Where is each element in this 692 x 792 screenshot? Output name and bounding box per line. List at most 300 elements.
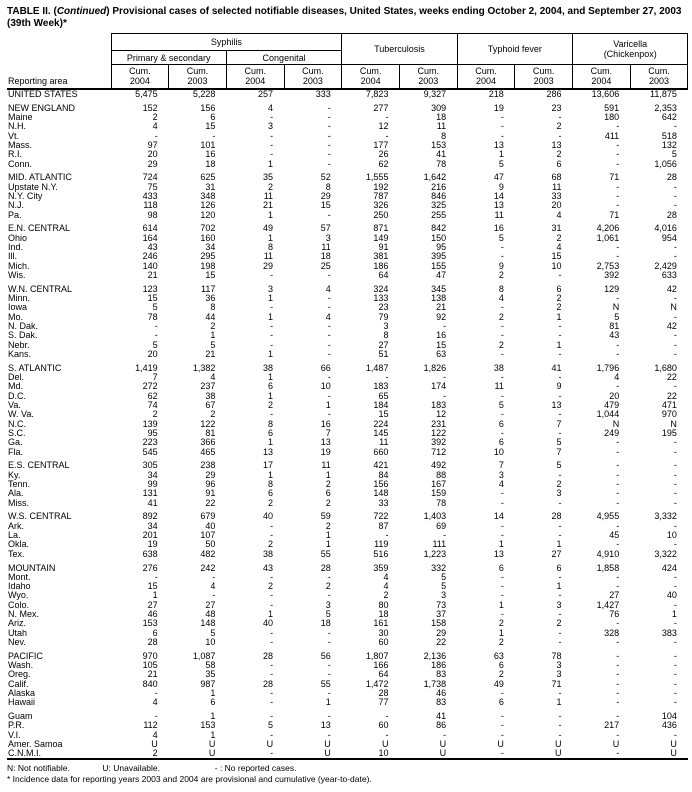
value-cell: 201 xyxy=(142,530,158,541)
value-cell: - xyxy=(673,381,677,392)
value-cell: - xyxy=(616,251,620,262)
table-row xyxy=(7,201,688,210)
value-cell: 2 xyxy=(498,311,504,322)
value-cell: 11 xyxy=(494,209,504,220)
value-cell: 642 xyxy=(661,112,677,123)
reporting-area-cell: Miss. xyxy=(8,497,29,508)
reporting-area-cell: Fla. xyxy=(8,446,24,457)
value-cell: 3,332 xyxy=(654,511,677,522)
value-cell: 77 xyxy=(378,697,389,708)
value-cell: 392 xyxy=(604,269,620,280)
value-cell: 68 xyxy=(551,172,562,183)
value-cell: 44 xyxy=(205,311,216,322)
value-cell: 23 xyxy=(551,102,562,113)
table-row xyxy=(7,303,688,312)
value-cell: - xyxy=(327,102,331,113)
value-cell: 21 xyxy=(205,348,216,359)
value-cell: 8 xyxy=(268,242,274,253)
value-cell: 12 xyxy=(436,409,447,420)
value-cell: - xyxy=(327,590,331,601)
value-cell: 111 xyxy=(432,539,447,550)
reporting-area-cell: Okla. xyxy=(8,539,30,550)
table-row xyxy=(7,471,688,480)
value-cell: 22 xyxy=(205,497,216,508)
reporting-area-cell: Mass. xyxy=(8,139,33,150)
value-cell: 2 xyxy=(498,339,504,350)
value-cell: 69 xyxy=(436,520,447,531)
value-cell: - xyxy=(673,121,677,132)
value-cell: - xyxy=(673,539,677,550)
value-cell: 18 xyxy=(205,158,216,169)
value-cell: 132 xyxy=(661,139,677,150)
value-cell: 5 xyxy=(210,339,216,350)
value-cell: 5 xyxy=(441,571,447,582)
value-cell: 23 xyxy=(378,302,389,313)
value-cell: 987 xyxy=(200,678,216,689)
table-row xyxy=(7,540,688,549)
value-cell: 131 xyxy=(142,488,158,499)
value-cell: 40 xyxy=(263,511,274,522)
value-cell: 95 xyxy=(436,242,447,253)
value-cell: 6 xyxy=(152,627,158,638)
value-cell: 50 xyxy=(205,539,216,550)
value-cell: - xyxy=(673,478,677,489)
table-row xyxy=(7,313,688,322)
value-cell: - xyxy=(673,348,677,359)
reporting-area-cell: Ariz. xyxy=(8,618,26,629)
value-cell: 195 xyxy=(661,427,677,438)
value-cell: 1,419 xyxy=(135,362,158,373)
value-cell: 78 xyxy=(436,497,447,508)
value-cell: - xyxy=(327,330,331,341)
value-cell: 359 xyxy=(373,562,389,573)
value-cell: - xyxy=(558,520,562,531)
value-cell: 19 xyxy=(493,102,504,113)
value-cell: 46 xyxy=(147,609,158,620)
value-cell: 3 xyxy=(556,660,562,671)
value-cell: 348 xyxy=(200,191,216,201)
value-cell: - xyxy=(616,478,620,489)
value-cell: - xyxy=(616,469,620,480)
value-cell: - xyxy=(327,729,331,740)
value-cell: 2 xyxy=(268,497,274,508)
value-cell: U xyxy=(324,748,331,759)
value-cell: - xyxy=(500,688,504,698)
value-cell: - xyxy=(616,729,620,740)
value-cell: 166 xyxy=(373,660,389,671)
value-cell: - xyxy=(558,390,562,401)
value-cell: 38 xyxy=(205,390,216,401)
value-cell: 4 xyxy=(268,102,274,113)
value-cell: - xyxy=(673,488,677,499)
value-cell: 4 xyxy=(152,697,158,708)
value-cell: - xyxy=(154,330,158,341)
reporting-area-cell: Wash. xyxy=(8,660,34,671)
title-continued: Continued xyxy=(56,6,107,17)
value-cell: 11 xyxy=(263,251,274,262)
value-cell: - xyxy=(673,581,677,592)
value-cell: 27 xyxy=(378,339,389,350)
congenital-subheader: Congenital xyxy=(226,51,341,65)
value-cell: - xyxy=(558,409,562,420)
value-cell: - xyxy=(327,293,331,304)
value-cell: - xyxy=(443,321,447,332)
value-cell: 545 xyxy=(142,446,158,457)
value-cell: 11,875 xyxy=(650,89,677,99)
primary-secondary-subheader: Primary & secondary xyxy=(111,51,226,65)
table-row xyxy=(7,150,688,159)
value-cell: 970 xyxy=(142,650,158,661)
cum-header-cell: Cum. 2004 xyxy=(342,65,400,90)
varicella-label-line2: (Chickenpox) xyxy=(603,49,657,59)
value-cell: - xyxy=(327,372,331,383)
value-cell: 326 xyxy=(373,200,389,211)
reporting-area-cell: Conn. xyxy=(8,158,33,169)
table-row xyxy=(7,294,688,303)
value-cell: 98 xyxy=(147,209,158,220)
value-cell: 10 xyxy=(205,636,216,647)
value-cell: 161 xyxy=(373,618,389,629)
title-prefix: TABLE II. ( xyxy=(7,6,57,17)
value-cell: 192 xyxy=(373,181,389,192)
cum-header-cell: Cum. 2003 xyxy=(284,65,342,90)
value-cell: 1 xyxy=(556,339,562,350)
value-cell: 84 xyxy=(378,469,389,480)
value-cell: - xyxy=(270,627,274,638)
value-cell: - xyxy=(673,446,677,457)
value-cell: - xyxy=(327,302,331,313)
value-cell: 4 xyxy=(210,372,216,383)
value-cell: - xyxy=(616,711,620,722)
value-cell: 41 xyxy=(436,711,447,722)
value-cell: 158 xyxy=(431,618,447,629)
table-row xyxy=(7,350,688,359)
value-cell: 42 xyxy=(666,283,677,294)
value-cell: - xyxy=(327,660,331,671)
value-cell: 14 xyxy=(493,511,504,522)
value-cell: 133 xyxy=(373,293,389,304)
value-cell: 295 xyxy=(200,251,216,262)
value-cell: - xyxy=(270,149,274,160)
value-cell: 1,796 xyxy=(596,362,620,373)
reporting-area-cell: Wis. xyxy=(8,269,26,280)
value-cell: 57 xyxy=(320,223,331,234)
reporting-area-cell: Nev. xyxy=(8,636,26,647)
value-cell: 153 xyxy=(200,720,216,731)
value-cell: 492 xyxy=(431,460,447,471)
value-cell: 13 xyxy=(320,720,331,731)
value-cell: N xyxy=(612,302,620,313)
value-cell: 15 xyxy=(205,269,216,280)
value-cell: 2 xyxy=(556,618,562,629)
value-cell: 2,353 xyxy=(654,102,677,113)
value-cell: 1 xyxy=(325,539,331,550)
value-cell: 1 xyxy=(268,348,274,359)
value-cell: 2 xyxy=(268,400,274,411)
value-cell: 21 xyxy=(263,200,274,211)
value-cell: - xyxy=(500,130,504,141)
value-cell: 13 xyxy=(551,400,562,411)
table-row xyxy=(7,262,688,271)
table-row xyxy=(7,489,688,498)
value-cell: - xyxy=(558,321,562,332)
value-cell: 15 xyxy=(378,409,389,420)
value-cell: 1 xyxy=(268,469,274,480)
value-cell: 276 xyxy=(142,562,158,573)
value-cell: - xyxy=(500,488,504,499)
table-row xyxy=(7,550,688,559)
table-row xyxy=(7,461,688,470)
value-cell: 13 xyxy=(551,139,562,150)
value-cell: U xyxy=(439,739,447,750)
value-cell: - xyxy=(500,571,504,582)
reporting-area-cell: N.C. xyxy=(8,418,26,429)
value-cell: 27 xyxy=(609,590,620,601)
value-cell: - xyxy=(616,650,620,661)
value-cell: - xyxy=(616,660,620,671)
value-cell: 712 xyxy=(431,446,447,457)
table-header xyxy=(7,34,688,90)
value-cell: 139 xyxy=(142,418,158,429)
value-cell: 19 xyxy=(320,446,331,457)
value-cell: 150 xyxy=(431,232,447,243)
value-cell: 34 xyxy=(147,520,158,531)
value-cell: 2 xyxy=(556,478,562,489)
value-cell: 7 xyxy=(556,446,562,457)
value-cell: 83 xyxy=(436,697,447,708)
value-cell: 38 xyxy=(493,362,504,373)
value-cell: - xyxy=(673,660,677,671)
table-row xyxy=(7,512,688,521)
value-cell: 15 xyxy=(551,251,562,262)
value-cell: 52 xyxy=(320,172,331,183)
table-row xyxy=(7,252,688,261)
value-cell: 76 xyxy=(609,609,620,620)
table-row xyxy=(7,410,688,419)
value-cell: 465 xyxy=(200,446,216,457)
value-cell: 1,056 xyxy=(654,158,677,169)
reporting-area-cell: E.N. CENTRAL xyxy=(8,223,71,234)
reporting-area-cell: Iowa xyxy=(8,302,28,313)
value-cell: - xyxy=(270,729,274,740)
value-cell: - xyxy=(327,158,331,169)
value-cell: - xyxy=(616,539,620,550)
value-cell: - xyxy=(616,688,620,698)
table-row xyxy=(7,322,688,331)
value-cell: - xyxy=(616,181,620,192)
reporting-area-cell: P.R. xyxy=(8,720,25,731)
value-cell: - xyxy=(500,520,504,531)
value-cell: 75 xyxy=(147,181,158,192)
value-cell: 27 xyxy=(551,548,562,559)
value-cell: - xyxy=(443,390,447,401)
value-cell: - xyxy=(327,339,331,350)
value-cell: 33 xyxy=(378,497,389,508)
value-cell: 324 xyxy=(373,283,389,294)
value-cell: 21 xyxy=(436,302,447,313)
reporting-area-cell: S.C. xyxy=(8,427,26,438)
value-cell: 51 xyxy=(378,348,389,359)
value-cell: - xyxy=(270,269,274,280)
reporting-area-header: Reporting area xyxy=(7,34,111,90)
value-cell: 638 xyxy=(142,548,158,559)
value-cell: 9 xyxy=(498,260,504,271)
value-cell: - xyxy=(673,200,677,211)
value-cell: 107 xyxy=(200,530,216,541)
reporting-area-cell: MOUNTAIN xyxy=(8,562,56,573)
value-cell: 4 xyxy=(556,242,562,253)
value-cell: 2,429 xyxy=(654,260,677,271)
value-cell: 332 xyxy=(431,562,447,573)
table-row xyxy=(7,141,688,150)
value-cell: 74 xyxy=(147,400,158,411)
reporting-area-cell: Mont. xyxy=(8,571,31,582)
value-cell: 9,327 xyxy=(423,89,447,99)
value-cell: 41 xyxy=(147,497,158,508)
value-cell: 55 xyxy=(320,548,331,559)
value-cell: 8 xyxy=(383,330,389,341)
value-cell: 9 xyxy=(498,181,504,192)
table-row xyxy=(7,712,688,721)
value-cell: - xyxy=(616,520,620,531)
value-cell: 1,061 xyxy=(596,232,620,243)
value-cell: 149 xyxy=(373,232,389,243)
value-cell: 7 xyxy=(152,372,158,383)
value-cell: 183 xyxy=(373,381,389,392)
value-cell: 1 xyxy=(556,581,562,592)
value-cell: 40 xyxy=(205,520,216,531)
value-cell: 1 xyxy=(268,158,274,169)
value-cell: 47 xyxy=(436,269,447,280)
value-cell: 20 xyxy=(147,348,158,359)
value-cell: 140 xyxy=(142,260,158,271)
value-cell: U xyxy=(555,739,562,750)
value-cell: 60 xyxy=(378,720,389,731)
value-cell: - xyxy=(673,460,677,471)
value-cell: - xyxy=(558,427,562,438)
value-cell: 6 xyxy=(498,697,504,708)
varicella-group-header xyxy=(573,34,688,65)
value-cell: 242 xyxy=(200,562,216,573)
footnote-u: U: Unavailable. xyxy=(102,763,161,774)
value-cell: 78 xyxy=(551,650,562,661)
value-cell: 217 xyxy=(604,720,620,731)
value-cell: - xyxy=(500,302,504,313)
value-cell: 5,228 xyxy=(192,89,216,99)
value-cell: - xyxy=(327,688,331,698)
value-cell: 28 xyxy=(320,562,331,573)
value-cell: 71 xyxy=(551,678,562,689)
value-cell: 11 xyxy=(436,121,447,132)
value-cell: 591 xyxy=(604,102,620,113)
value-cell: 8 xyxy=(498,283,504,294)
value-cell: 22 xyxy=(666,390,677,401)
reporting-area-cell: R.I. xyxy=(8,149,23,160)
value-cell: U xyxy=(497,739,504,750)
value-cell: - xyxy=(212,590,216,601)
value-cell: - xyxy=(558,636,562,647)
value-cell: 45 xyxy=(609,530,620,541)
table-row xyxy=(7,419,688,428)
value-cell: 184 xyxy=(373,400,389,411)
value-cell: 13 xyxy=(263,446,274,457)
value-cell: 679 xyxy=(200,511,216,522)
value-cell: 49 xyxy=(493,678,504,689)
value-cell: U xyxy=(670,748,677,759)
value-cell: - xyxy=(443,729,447,740)
value-cell: - xyxy=(270,748,274,759)
value-cell: 411 xyxy=(604,130,620,141)
value-cell: - xyxy=(558,130,562,141)
reporting-area-cell: Pa. xyxy=(8,209,22,220)
value-cell: - xyxy=(270,112,274,123)
value-cell: - xyxy=(616,636,620,647)
footnote-legend xyxy=(7,763,688,774)
value-cell: - xyxy=(616,678,620,689)
value-cell: 148 xyxy=(373,488,389,499)
value-cell: - xyxy=(212,130,216,141)
reporting-area-cell: S. ATLANTIC xyxy=(8,362,62,373)
value-cell: - xyxy=(327,711,331,722)
value-cell: 8 xyxy=(441,130,447,141)
value-cell: 1 xyxy=(671,609,677,620)
value-cell: N xyxy=(670,302,677,313)
table-row xyxy=(7,740,688,749)
reporting-area-cell: Md. xyxy=(8,381,24,392)
table-row xyxy=(7,401,688,410)
value-cell: 2,136 xyxy=(423,650,447,661)
value-cell: - xyxy=(327,130,331,141)
value-cell: - xyxy=(270,688,274,698)
value-cell: 224 xyxy=(373,418,389,429)
table-row xyxy=(7,89,688,99)
value-cell: 10 xyxy=(666,530,677,541)
value-cell: 31 xyxy=(551,223,562,234)
reporting-area-cell: Del. xyxy=(8,372,25,383)
value-cell: 660 xyxy=(373,446,389,457)
value-cell: - xyxy=(673,729,677,740)
value-cell: U xyxy=(670,739,677,750)
value-cell: 62 xyxy=(147,390,158,401)
value-cell: 1 xyxy=(210,688,216,698)
value-cell: 21 xyxy=(147,269,158,280)
value-cell: 120 xyxy=(200,209,216,220)
value-cell: 4,910 xyxy=(596,548,620,559)
value-cell: 482 xyxy=(200,548,216,559)
value-cell: - xyxy=(616,488,620,499)
value-cell: 92 xyxy=(436,311,447,322)
value-cell: 117 xyxy=(201,283,216,294)
value-cell: 970 xyxy=(661,409,677,420)
table-row xyxy=(7,601,688,610)
value-cell: 17 xyxy=(263,460,274,471)
value-cell: 95 xyxy=(147,427,158,438)
value-cell: 49 xyxy=(263,223,274,234)
value-cell: - xyxy=(558,112,562,123)
value-cell: 43 xyxy=(609,330,620,341)
value-cell: 218 xyxy=(488,89,504,99)
value-cell: 6 xyxy=(556,283,562,294)
value-cell: - xyxy=(270,520,274,531)
value-cell: 5 xyxy=(152,339,158,350)
value-cell: 1,223 xyxy=(423,548,447,559)
value-cell: - xyxy=(616,200,620,211)
value-cell: 38 xyxy=(263,362,274,373)
value-cell: 138 xyxy=(431,293,447,304)
value-cell: - xyxy=(500,409,504,420)
value-cell: - xyxy=(385,130,389,141)
value-cell: 22 xyxy=(436,636,447,647)
